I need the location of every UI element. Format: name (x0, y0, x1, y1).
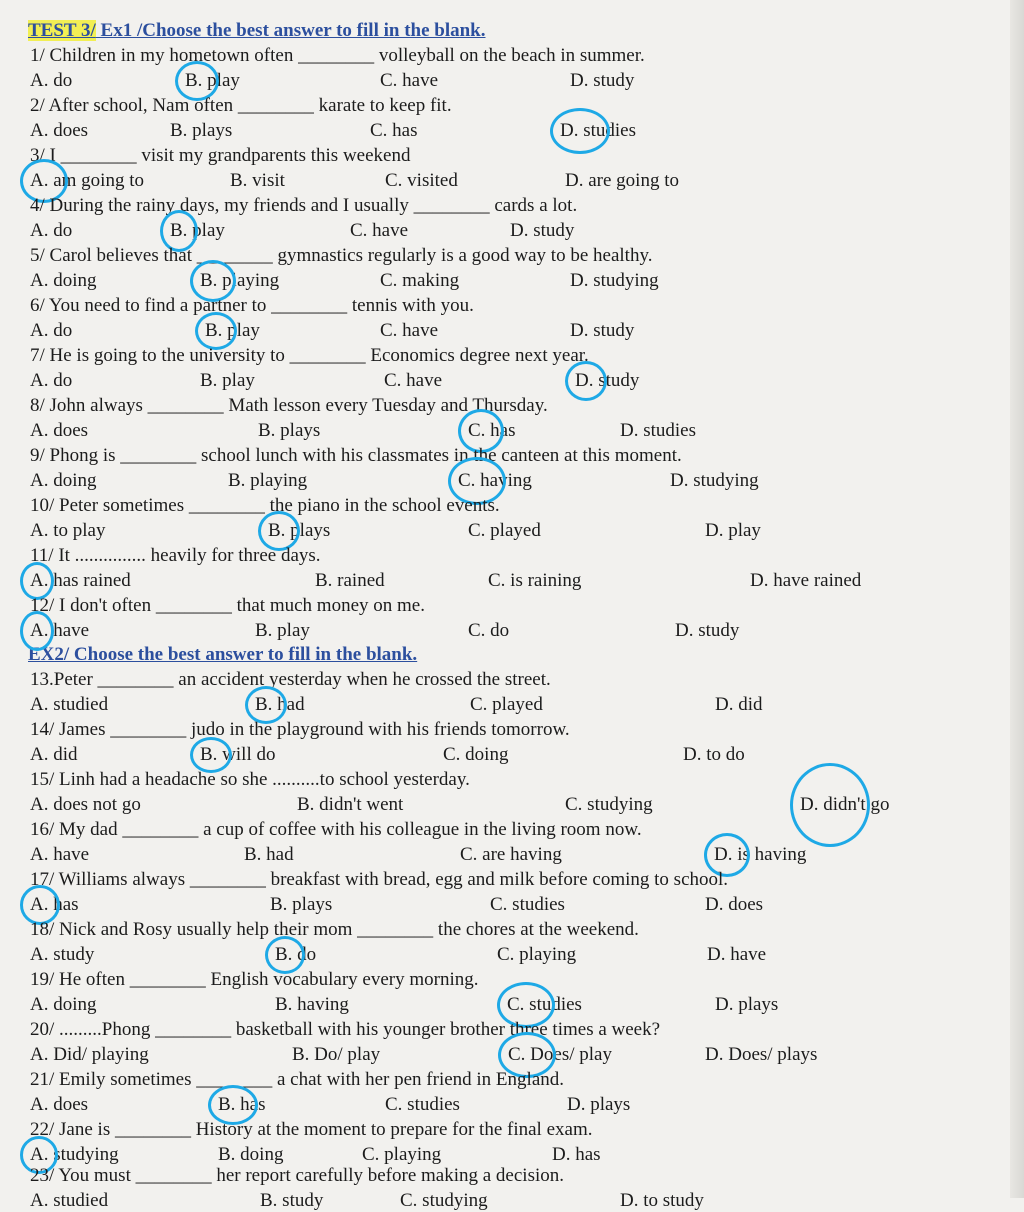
question-19-option-d[interactable]: D. plays (715, 994, 779, 1015)
question-5-option-a[interactable]: A. doing (30, 270, 97, 291)
question-15-option-b[interactable]: B. didn't went (297, 794, 404, 815)
question-9-option-a[interactable]: A. doing (30, 470, 97, 491)
question-10-option-c[interactable]: C. played (468, 520, 541, 541)
question-19-option-b[interactable]: B. having (275, 994, 349, 1015)
question-6-option-a[interactable]: A. do (30, 320, 73, 341)
question-20-option-c[interactable]: C. Does/ play (508, 1044, 612, 1065)
question-23-option-b[interactable]: B. study (260, 1190, 324, 1211)
question-3-stem: 3/ I ________ visit my grandparents this weekend (30, 145, 411, 166)
page-edge (1010, 0, 1024, 1198)
question-17-option-a[interactable]: A. has (30, 894, 79, 915)
question-21-option-c[interactable]: C. studies (385, 1094, 460, 1115)
question-14-option-a[interactable]: A. did (30, 744, 78, 765)
question-4-option-a[interactable]: A. do (30, 220, 73, 241)
question-17-stem: 17/ Williams always ________ breakfast with bread, egg and milk before coming to school. (30, 869, 729, 890)
question-3-option-d[interactable]: D. are going to (565, 170, 679, 191)
question-11-option-b[interactable]: B. rained (315, 570, 385, 591)
question-15-stem: 15/ Linh had a headache so she ..........to school yesterday. (30, 769, 470, 790)
question-2-option-b[interactable]: B. plays (170, 120, 233, 141)
question-11-option-c[interactable]: C. is raining (488, 570, 582, 591)
question-21-option-a[interactable]: A. does (30, 1094, 89, 1115)
question-21-option-b[interactable]: B. has (218, 1094, 266, 1115)
question-12-option-b[interactable]: B. play (255, 620, 310, 641)
question-4-option-d[interactable]: D. study (510, 220, 575, 241)
question-2-option-c[interactable]: C. has (370, 120, 418, 141)
question-13-option-c[interactable]: C. played (470, 694, 543, 715)
question-15-option-c[interactable]: C. studying (565, 794, 653, 815)
question-23-stem: 23/ You must ________ her report carefully before making a decision. (30, 1165, 564, 1186)
question-8-option-b[interactable]: B. plays (258, 420, 321, 441)
question-3-option-b[interactable]: B. visit (230, 170, 285, 191)
question-12-option-a[interactable]: A. have (30, 620, 90, 641)
question-18-option-b[interactable]: B. do (275, 944, 317, 965)
question-14-option-c[interactable]: C. doing (443, 744, 509, 765)
question-14-option-b[interactable]: B. will do (200, 744, 276, 765)
question-4-stem: 4/ During the rainy days, my friends and I usually ________ cards a lot. (30, 195, 578, 216)
question-7-option-b[interactable]: B. play (200, 370, 255, 391)
question-16-stem: 16/ My dad ________ a cup of coffee with his colleague in the living room now. (30, 819, 642, 840)
question-18-stem: 18/ Nick and Rosy usually help their mom ________ the chores at the weekend. (30, 919, 639, 940)
question-5-stem: 5/ Carol believes that ________ gymnastics regularly is a good way to be healthy. (30, 245, 653, 266)
question-6-option-d[interactable]: D. study (570, 320, 635, 341)
question-7-option-c[interactable]: C. have (384, 370, 443, 391)
question-3-option-c[interactable]: C. visited (385, 170, 458, 191)
question-22-option-a[interactable]: A. studying (30, 1144, 119, 1165)
question-15-option-a[interactable]: A. does not go (30, 794, 141, 815)
question-10-option-b[interactable]: B. plays (268, 520, 331, 541)
question-17-option-d[interactable]: D. does (705, 894, 764, 915)
question-11-stem: 11/ It ............... heavily for three days. (30, 545, 321, 566)
question-5-option-b[interactable]: B. playing (200, 270, 280, 291)
question-19-option-c[interactable]: C. studies (507, 994, 582, 1015)
question-14-stem: 14/ James ________ judo in the playground with his friends tomorrow. (30, 719, 570, 740)
question-1-stem: 1/ Children in my hometown often ________ volleyball on the beach in summer. (30, 45, 645, 66)
question-6-stem: 6/ You need to find a partner to ________ tennis with you. (30, 295, 474, 316)
question-2-option-a[interactable]: A. does (30, 120, 89, 141)
question-16-option-d[interactable]: D. is having (714, 844, 807, 865)
question-18-option-d[interactable]: D. have (707, 944, 767, 965)
question-13-option-d[interactable]: D. did (715, 694, 763, 715)
test-label: TEST 3/ (28, 20, 96, 41)
question-13-option-a[interactable]: A. studied (30, 694, 109, 715)
question-23-option-d[interactable]: D. to study (620, 1190, 704, 1211)
question-21-option-d[interactable]: D. plays (567, 1094, 631, 1115)
question-7-stem: 7/ He is going to the university to ________ Economics degree next year. (30, 345, 589, 366)
question-12-stem: 12/ I don't often ________ that much money on me. (30, 595, 425, 616)
question-22-stem: 22/ Jane is ________ History at the moment to prepare for the final exam. (30, 1119, 593, 1140)
question-10-option-a[interactable]: A. to play (30, 520, 106, 541)
ex2-heading: EX2/ Choose the best answer to fill in the blank. (28, 644, 418, 665)
question-8-option-c[interactable]: C. has (468, 420, 516, 441)
question-10-option-d[interactable]: D. play (705, 520, 761, 541)
question-9-option-c[interactable]: C. having (458, 470, 532, 491)
question-2-stem: 2/ After school, Nam often ________ karate to keep fit. (30, 95, 452, 116)
question-6-option-c[interactable]: C. have (380, 320, 439, 341)
question-12-option-d[interactable]: D. study (675, 620, 740, 641)
question-4-option-c[interactable]: C. have (350, 220, 409, 241)
question-7-option-d[interactable]: D. study (575, 370, 640, 391)
question-18-option-a[interactable]: A. study (30, 944, 95, 965)
question-8-option-d[interactable]: D. studies (620, 420, 696, 441)
question-22-option-b[interactable]: B. doing (218, 1144, 284, 1165)
question-20-option-a[interactable]: A. Did/ playing (30, 1044, 149, 1065)
question-11-option-a[interactable]: A. has rained (30, 570, 131, 591)
question-23-option-c[interactable]: C. studying (400, 1190, 488, 1211)
question-7-option-a[interactable]: A. do (30, 370, 73, 391)
question-16-option-a[interactable]: A. have (30, 844, 90, 865)
question-1-option-c[interactable]: C. have (380, 70, 439, 91)
question-15-option-d[interactable]: D. didn't go (800, 794, 890, 815)
question-9-option-d[interactable]: D. studying (670, 470, 759, 491)
question-19-stem: 19/ He often ________ English vocabulary every morning. (30, 969, 479, 990)
question-9-stem: 9/ Phong is ________ school lunch with his classmates in the canteen at this moment. (30, 445, 682, 466)
question-3-option-a[interactable]: A. am going to (30, 170, 144, 191)
question-21-stem: 21/ Emily sometimes ________ a chat with her pen friend in England. (30, 1069, 565, 1090)
question-11-option-d[interactable]: D. have rained (750, 570, 862, 591)
question-16-option-c[interactable]: C. are having (460, 844, 562, 865)
question-12-option-c[interactable]: C. do (468, 620, 510, 641)
question-17-option-c[interactable]: C. studies (490, 894, 565, 915)
question-16-option-b[interactable]: B. had (244, 844, 294, 865)
question-14-option-d[interactable]: D. to do (683, 744, 745, 765)
question-13-option-b[interactable]: B. had (255, 694, 305, 715)
question-1-option-d[interactable]: D. study (570, 70, 635, 91)
question-2-option-d[interactable]: D. studies (560, 120, 636, 141)
question-6-option-b[interactable]: B. play (205, 320, 260, 341)
question-19-option-a[interactable]: A. doing (30, 994, 97, 1015)
question-13-stem: 13.Peter ________ an accident yesterday when he crossed the street. (30, 669, 551, 690)
question-5-option-d[interactable]: D. studying (570, 270, 659, 291)
question-8-option-a[interactable]: A. does (30, 420, 89, 441)
question-20-option-d[interactable]: D. Does/ plays (705, 1044, 818, 1065)
question-4-option-b[interactable]: B. play (170, 220, 225, 241)
ex1-title: Ex1 /Choose the best answer to fill in the blank. (95, 20, 486, 41)
question-20-option-b[interactable]: B. Do/ play (292, 1044, 381, 1065)
question-8-stem: 8/ John always ________ Math lesson every Tuesday and Thursday. (30, 395, 548, 416)
question-23-option-a[interactable]: A. studied (30, 1190, 109, 1211)
question-1-option-a[interactable]: A. do (30, 70, 73, 91)
question-9-option-b[interactable]: B. playing (228, 470, 308, 491)
question-22-option-d[interactable]: D. has (552, 1144, 601, 1165)
question-18-option-c[interactable]: C. playing (497, 944, 577, 965)
question-22-option-c[interactable]: C. playing (362, 1144, 442, 1165)
question-17-option-b[interactable]: B. plays (270, 894, 333, 915)
question-1-option-b[interactable]: B. play (185, 70, 240, 91)
question-5-option-c[interactable]: C. making (380, 270, 460, 291)
ex1-heading (28, 20, 486, 42)
question-20-stem: 20/ .........Phong ________ basketball with his younger brother three times a week? (30, 1019, 661, 1040)
question-10-stem: 10/ Peter sometimes ________ the piano in the school events. (30, 495, 500, 516)
